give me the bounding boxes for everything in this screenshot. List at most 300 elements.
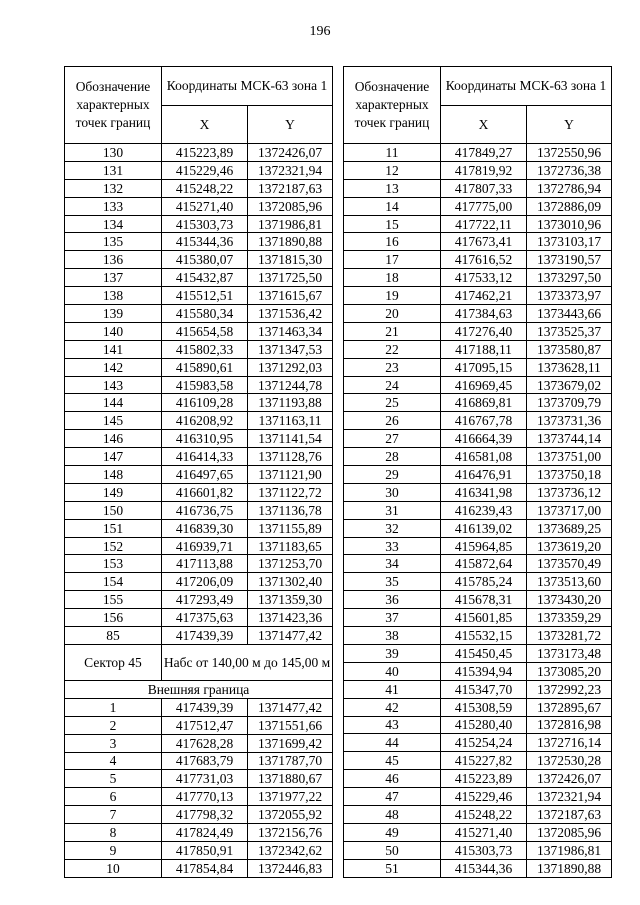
left-rows-before-sector [65,144,333,645]
x-coordinate-cell: 417095,15 [441,358,527,376]
y-coordinate-cell: 1373443,66 [527,305,612,323]
point-id-cell: 154 [65,573,162,591]
sector-section [65,644,333,698]
table-row [65,519,333,537]
x-coordinate-cell: 415654,58 [162,322,248,340]
x-coordinate-cell: 417731,03 [162,770,248,788]
x-coordinate-cell: 417113,88 [162,555,248,573]
point-id-cell: 4 [65,752,162,770]
y-coordinate-cell: 1372426,07 [527,770,612,788]
y-coordinate-cell: 1371155,89 [248,519,333,537]
y-coordinate-cell: 1372530,28 [527,752,612,770]
y-coordinate-cell: 1371244,78 [248,376,333,394]
y-coordinate-cell: 1371463,34 [248,322,333,340]
y-header: Y [248,105,333,144]
y-coordinate-cell: 1371359,30 [248,591,333,609]
table-row [65,233,333,251]
point-id-cell: 28 [344,448,441,466]
y-coordinate-cell: 1372816,98 [527,716,612,734]
table-row [65,627,333,645]
point-id-cell: 14 [344,197,441,215]
table-row [344,609,612,627]
table-row [65,376,333,394]
table-row [65,591,333,609]
x-coordinate-cell: 415964,85 [441,537,527,555]
y-coordinate-cell: 1372156,76 [248,824,333,842]
point-id-cell: 37 [344,609,441,627]
point-id-cell: 134 [65,215,162,233]
y-coordinate-cell: 1373628,11 [527,358,612,376]
coordinates-header: Координаты МСК-63 зона 1 [441,67,612,106]
y-coordinate-cell: 1373580,87 [527,340,612,358]
point-id-cell: 132 [65,179,162,197]
y-coordinate-cell: 1373736,12 [527,483,612,501]
x-coordinate-cell: 415344,36 [162,233,248,251]
point-id-cell: 139 [65,305,162,323]
y-coordinate-cell: 1372321,94 [248,161,333,179]
point-id-cell: 33 [344,537,441,555]
table-row [344,662,612,680]
x-coordinate-cell: 416601,82 [162,483,248,501]
y-coordinate-cell: 1371302,40 [248,573,333,591]
x-coordinate-cell: 417206,09 [162,573,248,591]
y-coordinate-cell: 1372736,38 [527,161,612,179]
table-row [344,716,612,734]
x-coordinate-cell: 416736,75 [162,501,248,519]
point-id-cell: 22 [344,340,441,358]
x-coordinate-cell: 417770,13 [162,788,248,806]
y-coordinate-cell: 1371551,66 [248,716,333,734]
table-row [65,287,333,305]
y-coordinate-cell: 1373297,50 [527,269,612,287]
point-id-cell: 35 [344,573,441,591]
y-coordinate-cell: 1371477,42 [248,698,333,716]
table-row [65,537,333,555]
point-id-cell: 138 [65,287,162,305]
y-coordinate-cell: 1373010,96 [527,215,612,233]
point-id-cell: 44 [344,734,441,752]
x-coordinate-cell: 415254,24 [441,734,527,752]
point-id-cell: 45 [344,752,441,770]
y-coordinate-cell: 1372886,09 [527,197,612,215]
x-coordinate-cell: 415303,73 [162,215,248,233]
point-id-cell: 26 [344,412,441,430]
point-id-cell: 31 [344,501,441,519]
y-coordinate-cell: 1372426,07 [248,144,333,162]
y-coordinate-cell: 1372786,94 [527,179,612,197]
table-row [65,483,333,501]
x-coordinate-cell: 415601,85 [441,609,527,627]
point-id-cell: 10 [65,859,162,877]
point-id-cell: 6 [65,788,162,806]
table-row [344,215,612,233]
x-coordinate-cell: 417293,49 [162,591,248,609]
table-row [65,251,333,269]
point-id-cell: 149 [65,483,162,501]
y-coordinate-cell: 1373359,29 [527,609,612,627]
y-coordinate-cell: 1371121,90 [248,466,333,484]
point-id-cell: 16 [344,233,441,251]
y-coordinate-cell: 1373619,20 [527,537,612,555]
x-coordinate-cell: 415983,58 [162,376,248,394]
point-id-cell: 42 [344,698,441,716]
x-coordinate-cell: 415271,40 [441,823,527,841]
y-coordinate-cell: 1371292,03 [248,358,333,376]
y-coordinate-cell: 1371787,70 [248,752,333,770]
x-header: X [162,105,248,144]
table-row [344,358,612,376]
point-id-cell: 20 [344,305,441,323]
table-row [344,251,612,269]
table-row [344,573,612,591]
x-coordinate-cell: 415678,31 [441,591,527,609]
x-coordinate-cell: 417683,79 [162,752,248,770]
point-id-cell: 15 [344,215,441,233]
x-coordinate-cell: 415280,40 [441,716,527,734]
x-coordinate-cell: 416969,45 [441,376,527,394]
table-row [65,269,333,287]
point-id-cell: 137 [65,269,162,287]
point-id-cell: 36 [344,591,441,609]
point-id-cell: 147 [65,448,162,466]
y-coordinate-cell: 1371128,76 [248,448,333,466]
x-coordinate-cell: 415223,89 [162,144,248,162]
point-id-cell: 142 [65,358,162,376]
point-id-cell: 151 [65,519,162,537]
point-id-cell: 39 [344,644,441,662]
point-id-cell: 41 [344,680,441,698]
point-id-cell: 23 [344,358,441,376]
y-coordinate-cell: 1372895,67 [527,698,612,716]
table-row [65,144,333,162]
table-row [344,770,612,788]
table-row [65,430,333,448]
point-id-cell: 143 [65,376,162,394]
table-row [65,824,333,842]
point-id-cell: 2 [65,716,162,734]
table-row [344,394,612,412]
table-row [344,788,612,806]
point-id-cell: 25 [344,394,441,412]
point-id-cell: 29 [344,466,441,484]
y-coordinate-cell: 1371890,88 [248,233,333,251]
table-row [344,734,612,752]
point-id-cell: 146 [65,430,162,448]
table-row [65,161,333,179]
x-coordinate-cell: 416839,30 [162,519,248,537]
x-coordinate-cell: 415512,51 [162,287,248,305]
table-row [344,466,612,484]
point-id-cell: 49 [344,823,441,841]
x-header: X [441,105,527,144]
point-id-cell: 51 [344,859,441,877]
y-coordinate-cell: 1372550,96 [527,144,612,162]
table-row [344,448,612,466]
table-row [344,340,612,358]
y-header: Y [527,105,612,144]
coordinates-table-right [343,66,612,878]
y-coordinate-cell: 1371183,65 [248,537,333,555]
y-coordinate-cell: 1373744,14 [527,430,612,448]
x-coordinate-cell: 417188,11 [441,340,527,358]
point-id-cell: 27 [344,430,441,448]
table-row [65,179,333,197]
table-row [344,376,612,394]
coordinates-header: Координаты МСК-63 зона 1 [162,67,333,106]
x-coordinate-cell: 416310,95 [162,430,248,448]
y-coordinate-cell: 1373731,36 [527,412,612,430]
y-coordinate-cell: 1372992,23 [527,680,612,698]
point-id-cell: 18 [344,269,441,287]
point-id-cell: 144 [65,394,162,412]
x-coordinate-cell: 416239,43 [441,501,527,519]
point-id-cell: 153 [65,555,162,573]
point-id-cell: 131 [65,161,162,179]
x-coordinate-cell: 415229,46 [441,788,527,806]
table-row [344,537,612,555]
point-id-cell: 5 [65,770,162,788]
x-coordinate-cell: 417775,00 [441,197,527,215]
table-row [65,215,333,233]
table-row [65,448,333,466]
point-id-cell: 150 [65,501,162,519]
x-coordinate-cell: 415248,22 [441,805,527,823]
x-coordinate-cell: 415802,33 [162,340,248,358]
x-coordinate-cell: 415380,07 [162,251,248,269]
point-id-cell: 13 [344,179,441,197]
point-id-cell: 152 [65,537,162,555]
table-row [344,233,612,251]
table-row [344,698,612,716]
x-coordinate-cell: 417533,12 [441,269,527,287]
table-row [65,806,333,824]
point-id-cell: 8 [65,824,162,842]
table-row [344,501,612,519]
table-row [65,466,333,484]
table-row [344,841,612,859]
table-row [344,161,612,179]
table-row [344,144,612,162]
table-row [344,430,612,448]
table-row [344,752,612,770]
table-row [65,555,333,573]
point-id-cell: 34 [344,555,441,573]
x-coordinate-cell: 415271,40 [162,197,248,215]
table-row [65,573,333,591]
table-row [344,859,612,877]
table-row [344,644,612,662]
table-row [344,555,612,573]
x-coordinate-cell: 417512,47 [162,716,248,734]
table-row [65,841,333,859]
point-id-cell: 47 [344,788,441,806]
table-row [65,752,333,770]
x-coordinate-cell: 417673,41 [441,233,527,251]
x-coordinate-cell: 416414,33 [162,448,248,466]
y-coordinate-cell: 1373173,48 [527,644,612,662]
x-coordinate-cell: 416767,78 [441,412,527,430]
x-coordinate-cell: 415229,46 [162,161,248,179]
table-row [65,788,333,806]
table-row [65,340,333,358]
x-coordinate-cell: 416869,81 [441,394,527,412]
table-row [344,805,612,823]
y-coordinate-cell: 1373751,00 [527,448,612,466]
table-row [65,412,333,430]
point-id-cell: 145 [65,412,162,430]
y-coordinate-cell: 1371193,88 [248,394,333,412]
y-coordinate-cell: 1373281,72 [527,627,612,645]
y-coordinate-cell: 1371163,11 [248,412,333,430]
y-coordinate-cell: 1372342,62 [248,841,333,859]
x-coordinate-cell: 416476,91 [441,466,527,484]
point-id-cell: 9 [65,841,162,859]
point-id-cell: 155 [65,591,162,609]
left-rows-after-sector [65,698,333,877]
table-row [344,412,612,430]
y-coordinate-cell: 1373513,60 [527,573,612,591]
x-coordinate-cell: 415308,59 [441,698,527,716]
table-row [65,501,333,519]
table-row [65,859,333,877]
x-coordinate-cell: 417628,28 [162,734,248,752]
designation-header: Обозначение характерных точек границ [65,67,162,144]
y-coordinate-cell: 1373689,25 [527,519,612,537]
table-row [344,287,612,305]
y-coordinate-cell: 1371986,81 [248,215,333,233]
y-coordinate-cell: 1371890,88 [527,859,612,877]
y-coordinate-cell: 1372085,96 [527,823,612,841]
point-id-cell: 136 [65,251,162,269]
point-id-cell: 30 [344,483,441,501]
point-id-cell: 156 [65,609,162,627]
x-coordinate-cell: 415872,64 [441,555,527,573]
x-coordinate-cell: 415785,24 [441,573,527,591]
y-coordinate-cell: 1372446,83 [248,859,333,877]
y-coordinate-cell: 1373750,18 [527,466,612,484]
page-number: 196 [309,24,331,39]
y-coordinate-cell: 1371725,50 [248,269,333,287]
y-coordinate-cell: 1373525,37 [527,322,612,340]
x-coordinate-cell: 417819,92 [441,161,527,179]
x-coordinate-cell: 417824,49 [162,824,248,842]
x-coordinate-cell: 415890,61 [162,358,248,376]
y-coordinate-cell: 1373717,00 [527,501,612,519]
table-row [65,770,333,788]
table-row [344,519,612,537]
designation-header: Обозначение характерных точек границ [344,67,441,144]
coordinates-table-left [64,66,333,878]
y-coordinate-cell: 1372187,63 [527,805,612,823]
y-coordinate-cell: 1371815,30 [248,251,333,269]
x-coordinate-cell: 417849,27 [441,144,527,162]
y-coordinate-cell: 1371615,67 [248,287,333,305]
x-coordinate-cell: 417384,63 [441,305,527,323]
y-coordinate-cell: 1371977,22 [248,788,333,806]
table-row [65,322,333,340]
y-coordinate-cell: 1373190,57 [527,251,612,269]
x-coordinate-cell: 415347,70 [441,680,527,698]
x-coordinate-cell: 416939,71 [162,537,248,555]
x-coordinate-cell: 415223,89 [441,770,527,788]
x-coordinate-cell: 416664,39 [441,430,527,448]
x-coordinate-cell: 415394,94 [441,662,527,680]
point-id-cell: 1 [65,698,162,716]
point-id-cell: 38 [344,627,441,645]
point-id-cell: 24 [344,376,441,394]
x-coordinate-cell: 415303,73 [441,841,527,859]
x-coordinate-cell: 416341,98 [441,483,527,501]
x-coordinate-cell: 417276,40 [441,322,527,340]
x-coordinate-cell: 416581,08 [441,448,527,466]
point-id-cell: 140 [65,322,162,340]
point-id-cell: 85 [65,627,162,645]
y-coordinate-cell: 1371536,42 [248,305,333,323]
x-coordinate-cell: 416139,02 [441,519,527,537]
table-row [344,179,612,197]
point-id-cell: 50 [344,841,441,859]
point-id-cell: 19 [344,287,441,305]
table-row [344,627,612,645]
y-coordinate-cell: 1372085,96 [248,197,333,215]
y-coordinate-cell: 1371477,42 [248,627,333,645]
y-coordinate-cell: 1371253,70 [248,555,333,573]
x-coordinate-cell: 415227,82 [441,752,527,770]
table-row [65,305,333,323]
x-coordinate-cell: 417722,11 [441,215,527,233]
y-coordinate-cell: 1371880,67 [248,770,333,788]
outer-boundary-label: Внешняя граница [65,680,333,698]
y-coordinate-cell: 1373679,02 [527,376,612,394]
point-id-cell: 21 [344,322,441,340]
x-coordinate-cell: 415344,36 [441,859,527,877]
table-row [344,680,612,698]
sector-height-range: Набс от 140,00 м до 145,00 м [162,644,333,680]
y-coordinate-cell: 1372187,63 [248,179,333,197]
y-coordinate-cell: 1371347,53 [248,340,333,358]
right-rows [344,144,612,878]
y-coordinate-cell: 1373570,49 [527,555,612,573]
x-coordinate-cell: 415432,87 [162,269,248,287]
table-row [65,698,333,716]
x-coordinate-cell: 417850,91 [162,841,248,859]
table-row [65,394,333,412]
y-coordinate-cell: 1373085,20 [527,662,612,680]
x-coordinate-cell: 417798,32 [162,806,248,824]
point-id-cell: 32 [344,519,441,537]
table-row [65,197,333,215]
point-id-cell: 133 [65,197,162,215]
y-coordinate-cell: 1372716,14 [527,734,612,752]
x-coordinate-cell: 417439,39 [162,698,248,716]
y-coordinate-cell: 1371136,78 [248,501,333,519]
point-id-cell: 17 [344,251,441,269]
y-coordinate-cell: 1373709,79 [527,394,612,412]
x-coordinate-cell: 415248,22 [162,179,248,197]
table-row [344,197,612,215]
point-id-cell: 43 [344,716,441,734]
y-coordinate-cell: 1371122,72 [248,483,333,501]
y-coordinate-cell: 1373373,97 [527,287,612,305]
table-row [344,305,612,323]
x-coordinate-cell: 417616,52 [441,251,527,269]
point-id-cell: 12 [344,161,441,179]
table-row [344,591,612,609]
x-coordinate-cell: 417375,63 [162,609,248,627]
x-coordinate-cell: 416208,92 [162,412,248,430]
point-id-cell: 130 [65,144,162,162]
point-id-cell: 46 [344,770,441,788]
